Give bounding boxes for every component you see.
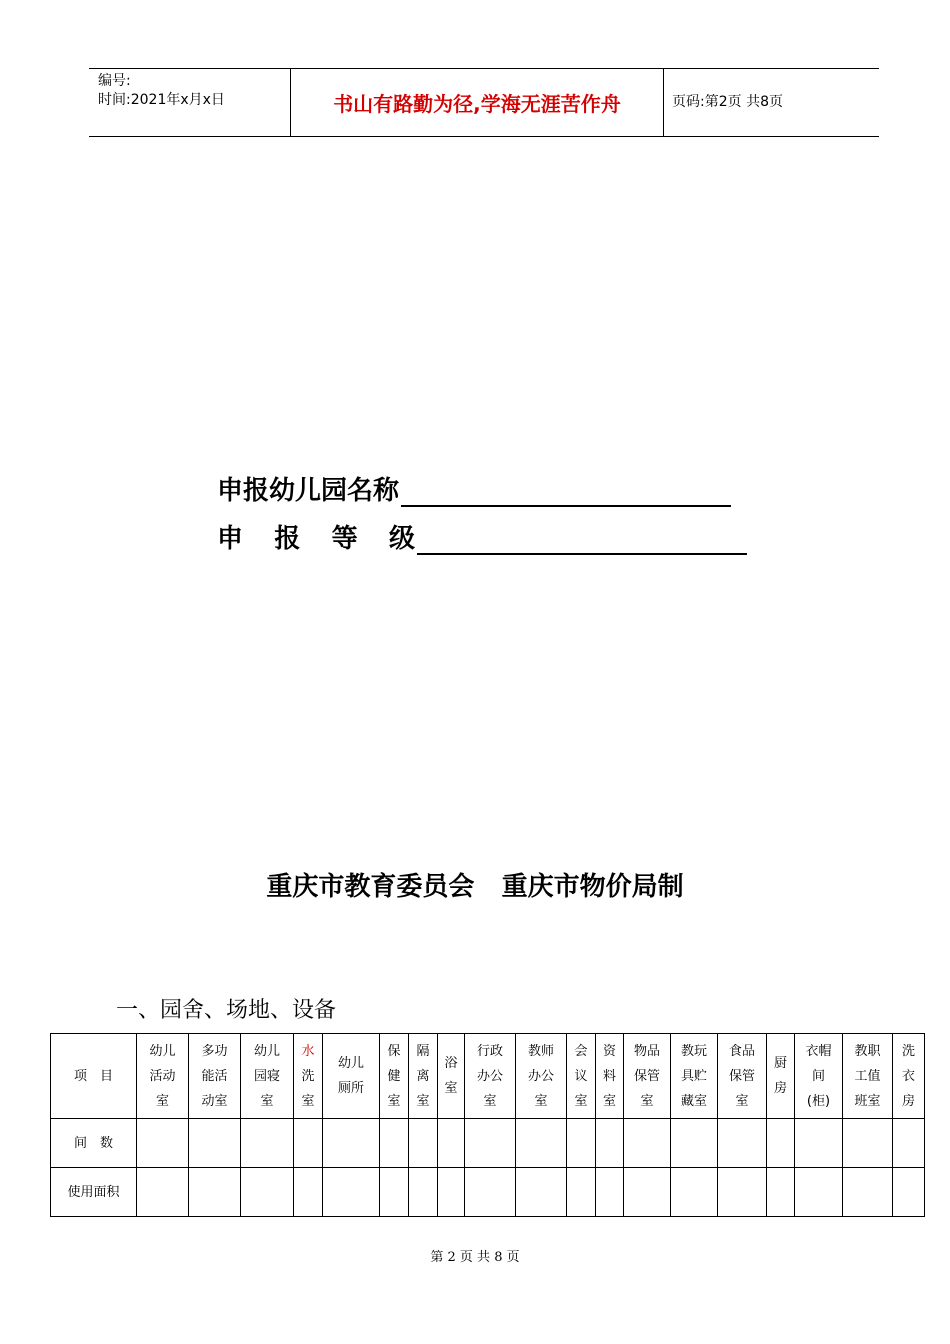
table-cell[interactable] bbox=[189, 1119, 241, 1168]
header-line: 室 bbox=[301, 1093, 315, 1109]
header-line: 教职 bbox=[854, 1043, 881, 1059]
table-header-cell bbox=[438, 1034, 465, 1119]
table-cell[interactable] bbox=[767, 1119, 795, 1168]
table-cell[interactable] bbox=[567, 1119, 596, 1168]
header-line: 室 bbox=[534, 1093, 548, 1109]
number-label: 编号: bbox=[98, 73, 131, 89]
table-cell[interactable] bbox=[241, 1168, 294, 1217]
table-header-cell bbox=[596, 1034, 624, 1119]
table-header-cell bbox=[137, 1034, 189, 1119]
table-cell[interactable] bbox=[323, 1168, 380, 1217]
header-line: 多功 bbox=[201, 1043, 228, 1059]
header-line: 房 bbox=[773, 1081, 787, 1096]
header-line: 幼儿 bbox=[149, 1043, 176, 1059]
time-label: 时间:2021年x月x日 bbox=[98, 92, 225, 108]
table-header-cell bbox=[718, 1034, 767, 1119]
header-line: 藏室 bbox=[680, 1093, 707, 1109]
table-header-cell bbox=[380, 1034, 409, 1119]
header-line: 保管 bbox=[728, 1068, 755, 1084]
header-line: 议 bbox=[574, 1068, 588, 1084]
header-line: 间 bbox=[811, 1068, 825, 1084]
table-header-cell bbox=[409, 1034, 438, 1119]
table-cell[interactable] bbox=[465, 1119, 516, 1168]
header-line: 工值 bbox=[854, 1068, 881, 1084]
header-line: 料 bbox=[602, 1068, 616, 1084]
section-title: 一、园舍、场地、设备 bbox=[116, 998, 337, 1023]
table-header-cell bbox=[671, 1034, 718, 1119]
header-line: 食品 bbox=[728, 1043, 755, 1059]
table-row bbox=[51, 1119, 925, 1168]
table-cell[interactable] bbox=[718, 1119, 767, 1168]
header-line: 洗 bbox=[301, 1068, 315, 1084]
table-header-cell bbox=[294, 1034, 323, 1119]
table-header-cell bbox=[795, 1034, 843, 1119]
table-cell[interactable] bbox=[767, 1168, 795, 1217]
header-line: 隔 bbox=[416, 1043, 430, 1059]
header-line: 厨 bbox=[773, 1056, 787, 1071]
header-line: 室 bbox=[444, 1081, 458, 1096]
header-line: 保 bbox=[387, 1043, 401, 1059]
table-cell[interactable] bbox=[137, 1168, 189, 1217]
header-line: 保管 bbox=[633, 1068, 660, 1084]
header-line: 室 bbox=[735, 1093, 749, 1109]
table-cell[interactable] bbox=[795, 1119, 843, 1168]
header-motto: 书山有路勤为径,学海无涯苦作舟 bbox=[291, 69, 664, 136]
table-cell[interactable] bbox=[624, 1119, 671, 1168]
header-line: 会 bbox=[574, 1043, 588, 1059]
table-cell[interactable] bbox=[893, 1119, 925, 1168]
apply-level-char: 申 bbox=[217, 524, 244, 554]
issuer: 重庆市教育委员会 重庆市物价局制 bbox=[266, 872, 684, 902]
table-cell[interactable] bbox=[843, 1168, 893, 1217]
table-header-item bbox=[51, 1034, 137, 1119]
table-header-cell bbox=[567, 1034, 596, 1119]
header-line: 室 bbox=[416, 1093, 430, 1109]
header-line: 室 bbox=[387, 1093, 401, 1109]
apply-level-row bbox=[217, 518, 747, 555]
header-line: 房 bbox=[901, 1093, 915, 1109]
apply-name-blank[interactable] bbox=[401, 477, 731, 507]
header-line: 幼儿 bbox=[337, 1056, 364, 1071]
row-label: 使用面积 bbox=[51, 1168, 137, 1217]
table-header-cell bbox=[843, 1034, 893, 1119]
header-line: 离 bbox=[416, 1068, 430, 1084]
page-header bbox=[89, 68, 879, 137]
header-line: 班室 bbox=[854, 1093, 881, 1109]
table-header-cell bbox=[516, 1034, 567, 1119]
apply-name-row bbox=[217, 470, 731, 507]
table-cell[interactable] bbox=[409, 1119, 438, 1168]
table-header-cell bbox=[323, 1034, 380, 1119]
header-line: 办公 bbox=[476, 1068, 503, 1084]
apply-level-char: 报 bbox=[274, 524, 301, 554]
row-label: 间 数 bbox=[51, 1119, 137, 1168]
header-line: 资 bbox=[602, 1043, 616, 1059]
table-cell[interactable] bbox=[294, 1119, 323, 1168]
apply-level-char: 等 bbox=[331, 524, 358, 554]
header-line: 项 目 bbox=[73, 1068, 113, 1084]
header-line: 室 bbox=[574, 1093, 588, 1109]
table-cell[interactable] bbox=[380, 1119, 409, 1168]
table-header-cell bbox=[767, 1034, 795, 1119]
table-cell[interactable] bbox=[596, 1119, 624, 1168]
header-line: 动室 bbox=[201, 1093, 228, 1109]
table-cell[interactable] bbox=[718, 1168, 767, 1217]
table-cell[interactable] bbox=[671, 1119, 718, 1168]
table-header-cell bbox=[241, 1034, 294, 1119]
table-cell[interactable] bbox=[567, 1168, 596, 1217]
header-line: 活动 bbox=[149, 1068, 176, 1084]
table-cell[interactable] bbox=[380, 1168, 409, 1217]
header-meta bbox=[89, 69, 291, 136]
table-header-cell bbox=[624, 1034, 671, 1119]
header-line: 幼儿 bbox=[253, 1043, 280, 1059]
header-line: 浴 bbox=[444, 1056, 458, 1071]
table-cell[interactable] bbox=[596, 1168, 624, 1217]
apply-level-label bbox=[217, 518, 415, 555]
table-cell[interactable] bbox=[893, 1168, 925, 1217]
table-cell[interactable] bbox=[624, 1168, 671, 1217]
header-line: 教玩 bbox=[680, 1043, 707, 1059]
header-line: 室 bbox=[640, 1093, 654, 1109]
header-line: 物品 bbox=[633, 1043, 660, 1059]
table-header-cell bbox=[189, 1034, 241, 1119]
table-header-row bbox=[51, 1034, 925, 1119]
table-cell[interactable] bbox=[465, 1168, 516, 1217]
table-cell[interactable] bbox=[137, 1119, 189, 1168]
header-line: 衣帽 bbox=[805, 1043, 832, 1059]
table-cell[interactable] bbox=[438, 1119, 465, 1168]
header-line: 水 bbox=[301, 1043, 315, 1059]
table-cell[interactable] bbox=[516, 1168, 567, 1217]
page-footer: 第 2 页 共 8 页 bbox=[430, 1250, 520, 1265]
table-cell[interactable] bbox=[438, 1168, 465, 1217]
table-cell[interactable] bbox=[409, 1168, 438, 1217]
header-line: 教师 bbox=[527, 1043, 554, 1059]
table-header-cell bbox=[893, 1034, 925, 1119]
header-line: 办公 bbox=[527, 1068, 554, 1084]
apply-level-blank[interactable] bbox=[417, 525, 747, 555]
table-cell[interactable] bbox=[294, 1168, 323, 1217]
table-cell[interactable] bbox=[516, 1119, 567, 1168]
apply-level-char: 级 bbox=[388, 524, 415, 554]
header-line: 室 bbox=[260, 1093, 274, 1109]
header-line: 室 bbox=[483, 1093, 497, 1109]
header-line: (柜) bbox=[806, 1093, 831, 1109]
table-cell[interactable] bbox=[241, 1119, 294, 1168]
header-line: 室 bbox=[155, 1093, 169, 1109]
table-cell[interactable] bbox=[671, 1168, 718, 1217]
facility-table bbox=[50, 1033, 925, 1217]
header-line: 具贮 bbox=[680, 1068, 707, 1084]
table-cell[interactable] bbox=[795, 1168, 843, 1217]
header-line: 洗 bbox=[901, 1043, 915, 1059]
table-header-cell bbox=[465, 1034, 516, 1119]
table-cell[interactable] bbox=[323, 1119, 380, 1168]
table-cell[interactable] bbox=[843, 1119, 893, 1168]
apply-name-label: 申报幼儿园名称 bbox=[217, 476, 400, 506]
table-cell[interactable] bbox=[189, 1168, 241, 1217]
header-line: 健 bbox=[387, 1068, 401, 1084]
header-line: 园寝 bbox=[253, 1068, 280, 1084]
header-line: 厕所 bbox=[337, 1081, 364, 1096]
header-line: 能活 bbox=[201, 1068, 228, 1084]
header-line: 行政 bbox=[476, 1043, 503, 1059]
header-line: 衣 bbox=[901, 1068, 915, 1084]
header-line: 室 bbox=[602, 1093, 616, 1109]
table-row bbox=[51, 1168, 925, 1217]
header-page-info: 页码:第2页 共8页 bbox=[672, 94, 783, 110]
